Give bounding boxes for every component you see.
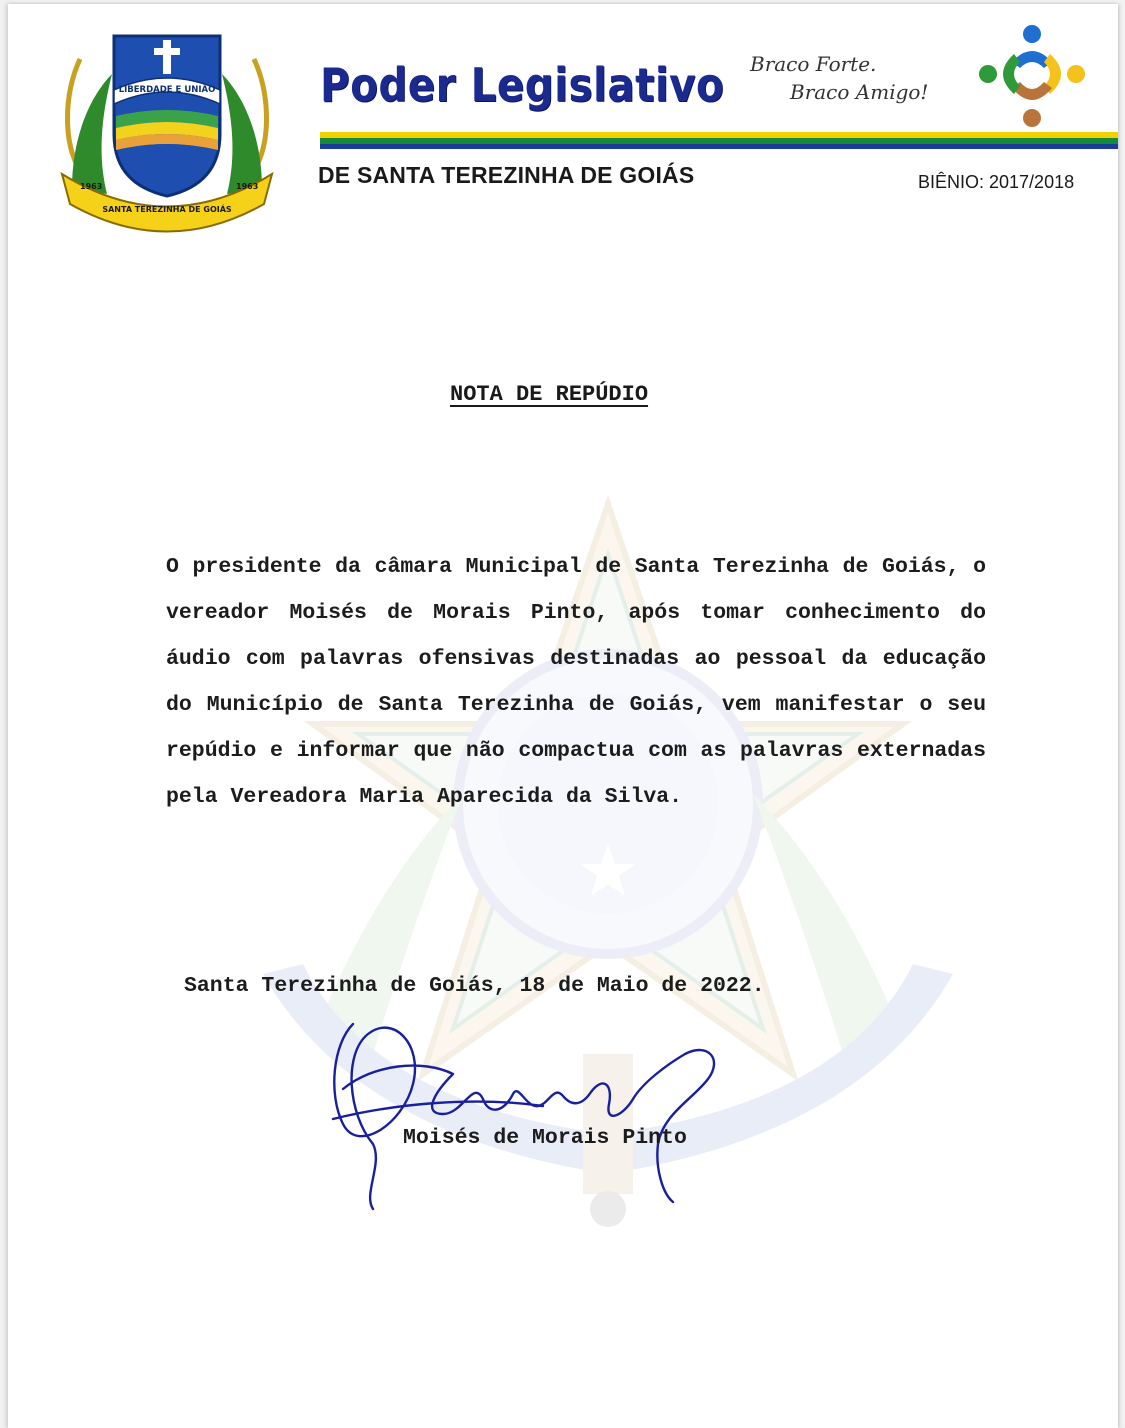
header-subtitle: DE SANTA TEREZINHA DE GOIÁS xyxy=(318,162,695,188)
people-circle-logo-icon xyxy=(976,22,1088,130)
header-stripe-blue xyxy=(320,144,1118,149)
handwritten-signature xyxy=(313,1004,743,1214)
document-page xyxy=(8,4,1118,1428)
crest-year-right: 1963 xyxy=(236,182,259,191)
crest-motto-text: LIBERDADE E UNIÃO xyxy=(118,85,216,95)
signer-name: Moisés de Morais Pinto xyxy=(403,1126,687,1150)
document-body: O presidente da câmara Municipal de Santa Terezinha de Goiás, o vereador Moisés de Morais Pinto, após tomar conhecimento do áudio com palavras ofensivas destinadas ao pessoal da educação do Município de Santa Terezinha de Goiás, vem manifestar o seu repúdio e informar que não compactua com as palavras externadas pela Vereadora Maria Aparecida da Silva. xyxy=(166,555,986,809)
slogan-line-2: Braco Amigo! xyxy=(790,80,929,104)
header-title: Poder Legislativo xyxy=(320,58,725,112)
crest-year-left: 1963 xyxy=(80,182,103,191)
slogan-line-1: Braco Forte. xyxy=(750,52,877,76)
municipal-coat-of-arms-icon xyxy=(52,24,282,234)
document-title: NOTA DE REPÚDIO xyxy=(450,382,649,407)
place-date: Santa Terezinha de Goiás, 18 de Maio de 2022. xyxy=(184,974,765,998)
crest-ribbon-text: SANTA TEREZINHA DE GOIÁS xyxy=(102,205,232,214)
bienio-label: BIÊNIO: 2017/2018 xyxy=(918,172,1075,192)
